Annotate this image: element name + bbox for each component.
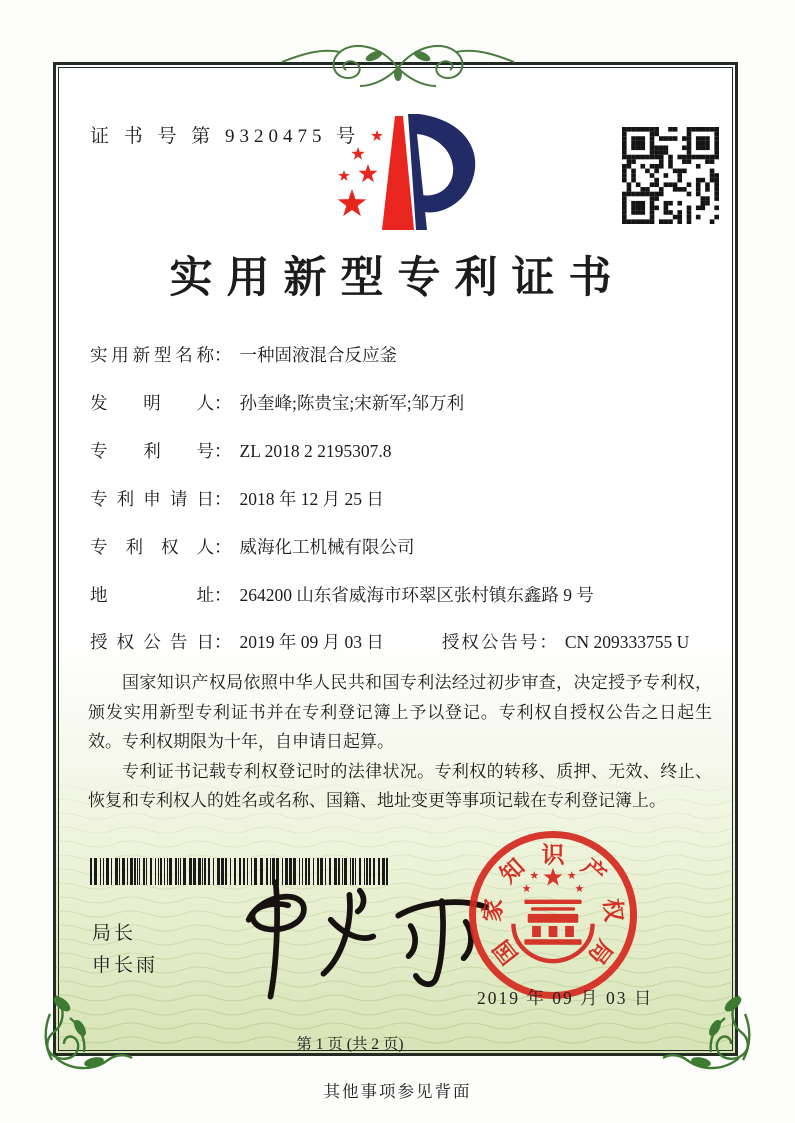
- colon: ：: [539, 632, 557, 652]
- grant-number-label: 授权公告号: [441, 632, 540, 652]
- field-value: 孙奎峰;陈贵宝;宋新军;邹万利: [239, 393, 465, 413]
- colon: ：: [214, 489, 232, 509]
- field-inventors: [90, 391, 720, 415]
- field-value: 2018 年 12 月 25 日: [239, 489, 384, 509]
- colon: ：: [214, 632, 232, 652]
- page-number: 第 1 页 (共 2 页): [296, 1036, 404, 1053]
- grant-number-value: CN 209333755 U: [564, 632, 690, 652]
- seal-character: 权: [599, 897, 627, 923]
- legal-paragraph-1: 国家知识产权局依照中华人民共和国专利法经过初步审查，决定授予专利权，颁发实用新型专利证书并在专利登记簿上予以登记。专利权自授权公告之日起生效。专利权期限为十年，自申请日起算。: [88, 673, 712, 751]
- field-label: 专利号: [90, 441, 214, 461]
- official-seal: [466, 828, 640, 1002]
- seal-date: 2019 年 09 月 03 日: [477, 988, 654, 1008]
- field-value: ZL 2018 2 2195307.8: [239, 441, 392, 461]
- colon: ：: [214, 585, 232, 605]
- field-value: 264200 山东省威海市环翠区张村镇东鑫路 9 号: [239, 585, 594, 605]
- grant-date-value: 2019 年 09 月 03 日: [239, 632, 384, 652]
- commissioner-name: 申长雨: [92, 955, 159, 976]
- field-value: 威海化工机械有限公司: [239, 537, 415, 557]
- field-patentee: [90, 535, 720, 559]
- field-patent-number: [90, 439, 720, 463]
- field-address: [90, 583, 720, 607]
- colon: ：: [214, 393, 232, 413]
- colon: ：: [214, 345, 232, 365]
- seal-character: 局: [583, 935, 618, 969]
- grant-date-label: 授权公告日: [90, 632, 214, 652]
- colon: ：: [214, 441, 232, 461]
- colon: ：: [214, 537, 232, 557]
- seal-character: 家: [479, 897, 507, 923]
- field-filing-date: [90, 487, 720, 511]
- field-utility-model-name: [90, 343, 720, 367]
- field-label: 实用新型名称: [90, 345, 214, 365]
- cnipa-logo: [322, 110, 482, 240]
- field-value: 一种固液混合反应釜: [239, 345, 397, 365]
- field-label: 发明人: [90, 393, 214, 413]
- seal-character: 国: [488, 935, 523, 969]
- field-label: 专利申请日: [90, 489, 214, 509]
- certificate-title: 实用新型专利证书: [169, 255, 626, 302]
- top-center-flourish-ornament: [278, 34, 518, 94]
- certificate-number: 证 书 号 第 9320475 号: [90, 126, 361, 147]
- legal-paragraph-2: 专利证书记载专利权登记时的法律状况。专利权的转移、质押、无效、终止、恢复和专利权人的姓名或名称、国籍、地址变更等事项记载在专利登记簿上。: [88, 761, 712, 810]
- commissioner-signature: [205, 872, 500, 1007]
- seal-character: 知: [495, 853, 530, 888]
- commissioner-title: 局长: [92, 923, 137, 944]
- field-grant-row: [90, 630, 720, 654]
- seal-character: 产: [576, 853, 611, 888]
- field-label: 专利权人: [90, 537, 214, 557]
- field-label: 地址: [90, 585, 214, 605]
- seal-character: 识: [541, 842, 565, 868]
- qr-code: [622, 127, 719, 224]
- back-side-note: 其他事项参见背面: [323, 1082, 472, 1101]
- legal-text: [88, 668, 712, 816]
